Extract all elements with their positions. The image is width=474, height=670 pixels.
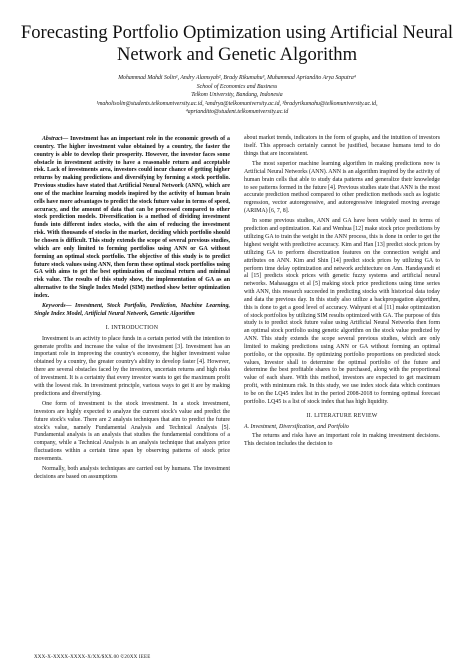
intro-paragraph-2: One form of investment is the stock investment. In a stock investment, investors are highly expected to analyze the current stock's value and predict the future stock's value. There are 2 analysis techniques that aim to predict the future stock's value, namely Fundamental Analysis and Technical Analysis [5]. Fundamental analysis is an analysis that studies the fundamental conditions of a company, while a Technical Analysis is an analysis technique that analyzes price fluctuations within a certain time span by observing patterns of stock price movements. [34, 401, 230, 462]
copyright-footer: XXX-X-XXXX-XXXX-X/XX/$XX.00 ©20XX IEEE [34, 655, 151, 660]
author-block [20, 74, 454, 117]
section-heading-literature-review: II. LITERATURE REVIEW [306, 412, 378, 419]
right-paragraph-3: In some previous studies, ANN and GA have been widely used in terms of prediction and optimization. Kai and Wenhua [12] make stock price predictions by utilizing GA to train the weight in the ANN process, this is done in order to get the highest weight with predictive accuracy. Kim and Han [13] predict stock prices by utilizing GA to perform discretization features on the connection weight and attributes on ANN. Kim and Shin [14] predict stock prices by utilizing GA to perform time delay optimization and network architecture on Ann. Handayandi et al [15] predicts stock prices with genetic fuzzy systems and artificial neural networks. Mahasaggra et al [5] making stock price predictions using time series with ANN, this research succeeded in predicting stocks with historical data today and data the previous day. In this study also utilize a backpropagation algorithm, this is done to get a good level of accuracy. Wahyuni et al [11] make optimization of stock portfolios by utilizing SIM results optimized with GA. The purpose of this study is to predict stock future value using Artificial Neural Networks then form an optimal stock portfolio using genetic algorithm on the stock value predicted by ANN. This study extends the scope several previous studies, which are only limited to making predictions using ANN or GA without forming an optimal portfolio, or the opposite. By optimizing portfolio proportions on predicted stock values, Investor shall to determine the optimal portfolio of the future and determine the best profitable shares to be purchased, along with the proportional value of each share. With this method, investors are expected to get maximum profit, with minimum risk. In this study, we use index stock data which continues to be on the LQ45 index list in the period 2008-2018 to forming optimal forecast portfolio. LQ45 is a list of stock index that has high liquidity. [244, 218, 440, 405]
emails-line-2: ⁴aprianditto@student.telkomuniversity.ac.id [185, 109, 289, 116]
paper-title: Forecasting Portfolio Optimization using Artificial Neural Network and Genetic Algorithm [20, 22, 454, 65]
affiliation-university: Telkom University, Bandung, Indonesia [191, 92, 283, 99]
section-heading-introduction: I. INTRODUCTION [105, 324, 159, 331]
left-column [34, 136, 230, 484]
right-paragraph-4: The returns and risks have an important role in making investment decisions. This decision includes the decision to [244, 433, 440, 448]
abstract [34, 136, 230, 301]
emails-line-1: ¹maholisolin@students.telkomuniversity.ac.id, ²andrya@telkomuniversity.ac.id, ³bradyrikumahu@telkomuniversity.ac.id, [96, 100, 378, 107]
affiliation-school: School of Economics and Business [196, 83, 278, 90]
abstract-text: — Investment has an important role in the economic growth of a country. The higher investment value obtained by a country, the faster the country is able to develop their prosperity. However, the investor faces some obstacle in investment activity to have a reasonable return and acceptable risk. Lack of investments area, investors could incur chance of getting higher returns by making predictions and diversifying by forming a stock portfolio. Previous studies have stated that Artificial Neural Network (ANN), which are one of the machine learning models inspired by the activity of human brain cells have more advantages to predict the stock future value in terms of speed, accuracy, and the amount of data that can be processed compared to other stock prediction models. Diversification is a method of dividing investment funds into different index stocks, with the aim of reducing the investment risk. With thousands of stocks in the market, deciding which portfolio should be chosen is difficult. This study extends the scope of several previous studies, which are only limited to forming portfolios using ANN or GA without forming an optimal stock portfolio. The objective of this study is to predict future stock values using ANN, then form these optimal stock portfolios using GA with aims to get the best optimization of maximal return and minimal risk value. The results of this study show, the implementation of GA as an alternative to the Single Index Model (SIM) method show better optimization index. [34, 136, 230, 299]
subsection-heading-a: A. Investment, Diversification, and Portfolio [244, 423, 349, 430]
right-paragraph-1: about market trends, indicators in the form of graphs, and the intuition of investors itself. This approach certainly cannot be justified, because humans tend to do things that are inconsistent. [244, 135, 440, 157]
abstract-label: Abstract [42, 136, 63, 142]
authors-line: Mohammad Mahdi Solin¹, Andry Alamsyah², Brady Rikumahu³, Muhammad Apriandito Arya Saputra⁴ [118, 75, 356, 81]
intro-paragraph-3: Normally, both analysis techniques are carried out by humans. The investment decisions are based on assumptions [34, 466, 230, 481]
right-column [244, 135, 440, 452]
intro-paragraph-1: Investment is an activity to place funds in a certain period with the intention to generate profits and increase the value of the investment [3]. Investment has an important role in improving the country's economy, the higher investment value obtained by a country, the greater country's ability to develop faster [4]. However, there are several obstacles faced by the investors, uncertain returns and high risks of investment. It is a certainty that every investor wants to get the maximum profit with the lowest risk. In investment principle, various ways to get it are by making predictions and diversifying. [34, 335, 230, 397]
right-paragraph-2: The most superior machine learning algorithm in making predictions now is Artificial Neural Networks (ANN). ANN is an algorithm inspired by the activity of human brain cells that able to study data patterns and generalize their knowledge to see patterns formed in the future [4]. Previous studies state that ANN is the most accurate prediction method compared to other prediction methods such as logistic regression, vector autoregressive, and autoregressive integrated moving average (ARIMA) [6, 7, 8]. [244, 161, 440, 215]
keywords: Keywords— Investment, Stock Portfolio, Prediction, Machine Learning, Single Index Model, Artificial Neural Network, Genetic Algorithm [34, 303, 230, 318]
